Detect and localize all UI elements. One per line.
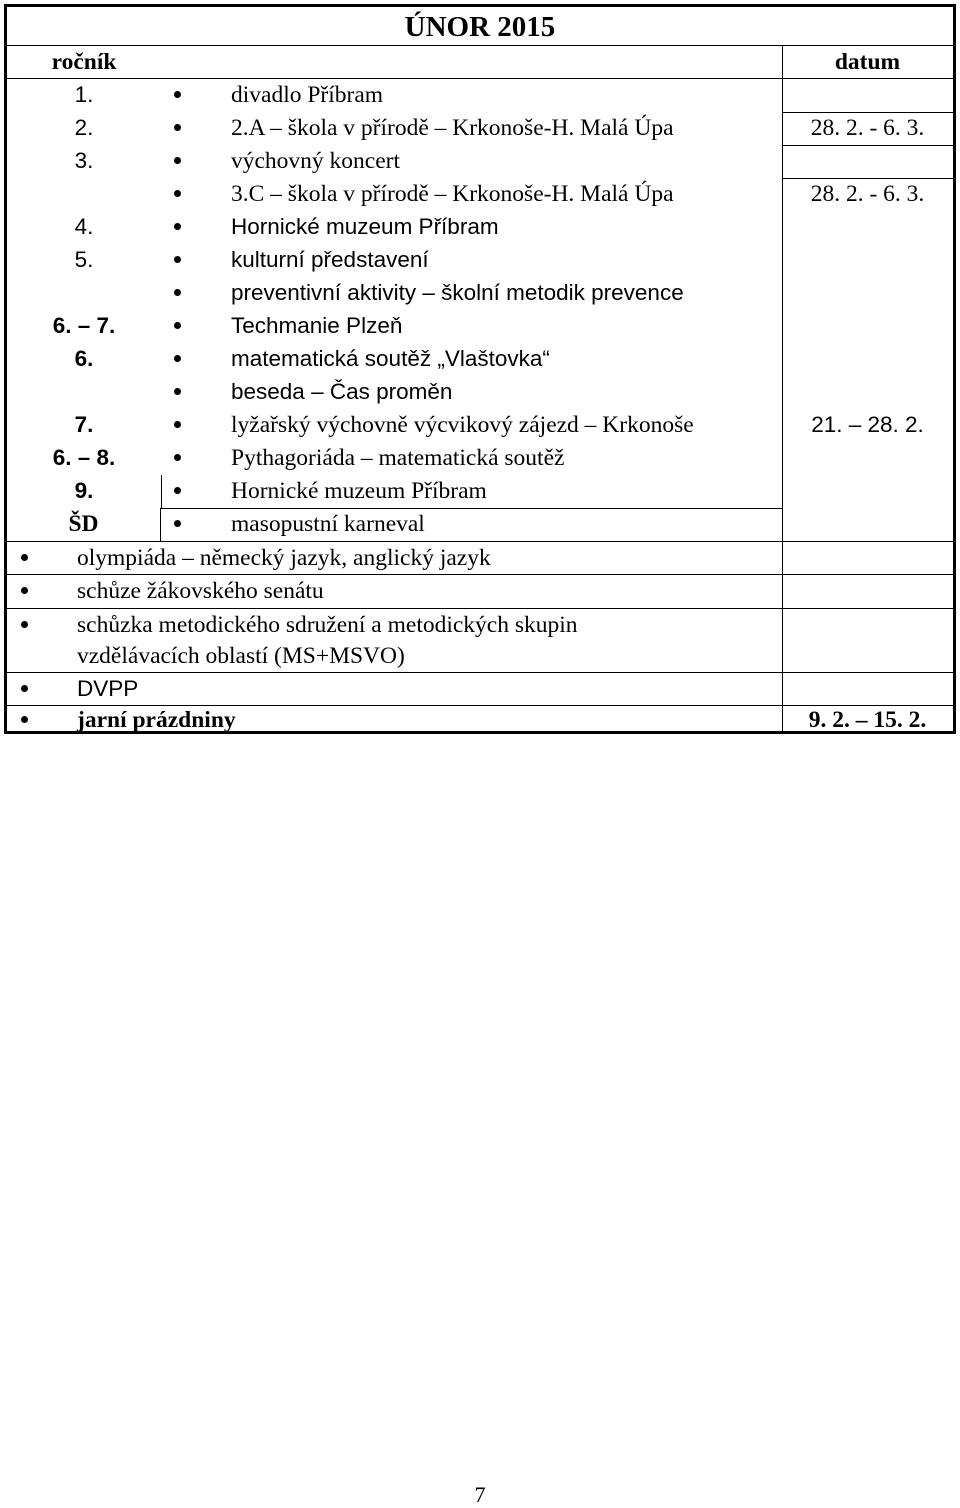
general-activity: DVPP <box>77 676 139 701</box>
general-row <box>7 575 953 609</box>
row-rocnik: 9. <box>74 478 94 503</box>
bullet-icon <box>174 91 181 98</box>
row-activity: divadlo Příbram <box>231 82 384 108</box>
bullet-icon <box>174 256 181 263</box>
bullet-icon <box>21 685 28 692</box>
row-rocnik <box>7 376 161 409</box>
page-number: 7 <box>474 1482 486 1507</box>
bullet-icon <box>174 289 181 296</box>
bullet-icon <box>21 716 28 723</box>
row-rocnik: 3. <box>74 148 94 173</box>
row-rocnik: ŠD <box>7 508 161 541</box>
general-row <box>7 673 953 706</box>
table-row <box>7 145 953 178</box>
general-row <box>7 706 953 731</box>
row-rocnik <box>7 277 161 310</box>
general-activity: schůze žákovského senátu <box>77 578 324 604</box>
general-activity: olympiáda – německý jazyk, anglický jazyk <box>77 545 491 571</box>
row-rocnik: 5. <box>74 247 94 272</box>
table-row <box>7 409 953 442</box>
bullet-icon <box>174 157 181 164</box>
row-activity: 3.C – škola v přírodě – Krkonoše-H. Malá Úpa <box>231 181 674 207</box>
general-activity: jarní prázdniny <box>77 707 236 733</box>
bullet-icon <box>174 454 181 461</box>
table-row <box>7 376 953 409</box>
row-rocnik: 6. – 7. <box>52 313 116 338</box>
row-date: 28. 2. - 6. 3. <box>810 181 925 207</box>
general-activity-line2: vzdělávacích oblastí (MS+MSVO) <box>77 643 405 669</box>
row-date: 28. 2. - 6. 3. <box>810 115 925 141</box>
general-row <box>7 609 953 673</box>
bullet-icon <box>174 190 181 197</box>
calendar-table <box>4 4 956 734</box>
bullet-icon <box>174 355 181 362</box>
table-row <box>7 244 953 277</box>
row-activity: kulturní představení <box>231 247 429 272</box>
row-activity: Hornické muzeum Příbram <box>231 478 487 504</box>
general-activity-line1: schůzka metodického sdružení a metodických skupin <box>77 612 578 638</box>
header-rocnik: ročník <box>51 49 117 75</box>
row-date: 21. – 28. 2. <box>811 412 924 437</box>
table-row <box>7 310 953 343</box>
bullet-icon <box>174 223 181 230</box>
row-activity: Pythagoriáda – matematická soutěž <box>231 445 565 471</box>
row-activity: lyžařský výchovně výcvikový zájezd – Krkonoše <box>231 412 694 438</box>
table-row <box>7 211 953 244</box>
row-rocnik: 6. <box>74 346 94 371</box>
table-row <box>7 442 953 475</box>
row-rocnik <box>7 178 161 211</box>
header-datum: datum <box>834 49 901 75</box>
row-activity: výchovný koncert <box>231 148 401 174</box>
bullet-icon <box>21 554 28 561</box>
row-activity: Hornické muzeum Příbram <box>231 214 499 239</box>
table-row <box>7 178 953 211</box>
row-activity: masopustní karneval <box>231 511 425 537</box>
row-activity: matematická soutěž „Vlaštovka“ <box>231 346 550 371</box>
table-row <box>7 508 953 542</box>
bullet-icon <box>174 124 181 131</box>
bullet-icon <box>174 322 181 329</box>
row-rocnik: 2. <box>74 115 94 140</box>
row-activity: 2.A – škola v přírodě – Krkonoše-H. Malá Úpa <box>231 115 674 141</box>
row-rocnik: 4. <box>74 214 94 239</box>
row-rocnik: 1. <box>74 82 94 107</box>
table-row <box>7 79 953 112</box>
bullet-icon <box>174 388 181 395</box>
bullet-icon <box>174 421 181 428</box>
general-row <box>7 542 953 575</box>
general-date: 9. 2. – 15. 2. <box>808 707 927 733</box>
bullet-icon <box>174 487 181 494</box>
row-activity: Techmanie Plzeň <box>231 313 403 338</box>
row-activity: beseda – Čas proměn <box>231 379 453 404</box>
header-row <box>7 45 953 79</box>
table-row <box>7 343 953 376</box>
row-activity: preventivní aktivity – školní metodik prevence <box>231 280 684 305</box>
page-title: ÚNOR 2015 <box>7 7 953 46</box>
bullet-icon <box>174 520 181 527</box>
bullet-icon <box>21 621 28 628</box>
table-row <box>7 112 953 145</box>
row-rocnik: 6. – 8. <box>52 445 116 470</box>
table-row <box>7 475 953 508</box>
row-rocnik: 7. <box>74 412 94 437</box>
table-row <box>7 277 953 310</box>
bullet-icon <box>21 587 28 594</box>
column-divider <box>161 475 162 508</box>
